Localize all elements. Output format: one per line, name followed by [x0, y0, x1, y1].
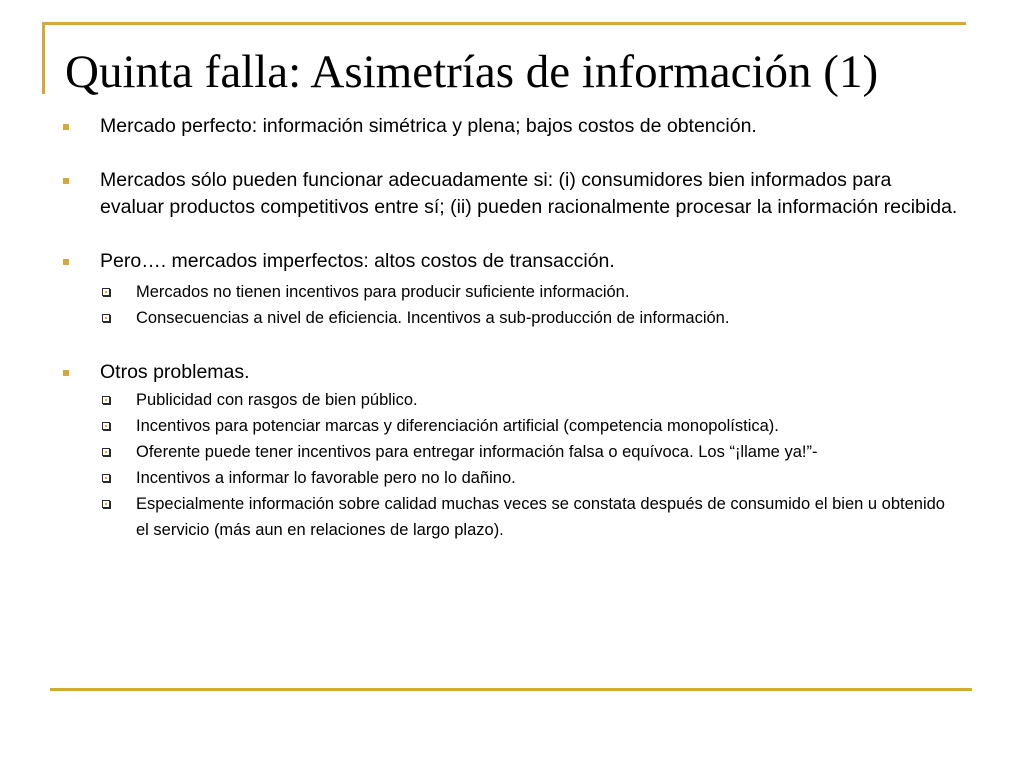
slide-title: Quinta falla: Asimetrías de información (1): [65, 46, 879, 98]
sub-bullet-text: Consecuencias a nivel de eficiencia. Incentivos a sub-producción de información.: [136, 309, 730, 327]
checkbox-bullet-icon: [102, 474, 110, 482]
checkbox-bullet-icon: [102, 448, 110, 456]
sub-bullet-text: Oferente puede tener incentivos para entregar información falsa o equívoca. Los “¡llame ya!”-: [136, 443, 818, 461]
bullet-item: [60, 113, 960, 140]
sub-bullet-item: [100, 491, 960, 543]
bottom-decorative-rule: [50, 688, 972, 691]
bullet-text: Mercado perfecto: información simétrica y plena; bajos costos de obtención.: [100, 115, 757, 137]
slide-body: [60, 110, 960, 543]
bullet-item: [60, 248, 960, 275]
bullet-text: Mercados sólo pueden funcionar adecuadamente si: (i) consumidores bien informados para evaluar productos competitivos entre sí; (ii) pueden racionalmente procesar la información recibida.: [100, 169, 958, 218]
sub-bullet-text: Especialmente información sobre calidad muchas veces se constata después de consumido el bien u obtenido el servicio (más aun en relaciones de largo plazo).: [136, 495, 945, 539]
sub-bullet-text: Incentivos para potenciar marcas y diferenciación artificial (competencia monopolística).: [136, 417, 779, 435]
left-decorative-rule: [42, 22, 45, 94]
bullet-text: Pero…. mercados imperfectos: altos costos de transacción.: [100, 250, 615, 272]
sub-bullet-text: Incentivos a informar lo favorable pero no lo dañino.: [136, 469, 516, 487]
sub-bullet-text: Publicidad con rasgos de bien público.: [136, 391, 418, 409]
bullet-item: [60, 167, 960, 221]
checkbox-bullet-icon: [102, 288, 110, 296]
sub-bullet-item: [100, 439, 960, 465]
bullet-text: Otros problemas.: [100, 361, 250, 383]
sub-bullet-item: [100, 387, 960, 413]
checkbox-bullet-icon: [102, 314, 110, 322]
sub-bullet-item: [100, 413, 960, 439]
checkbox-bullet-icon: [102, 422, 110, 430]
top-decorative-rule: [42, 22, 966, 25]
sub-bullet-item: [100, 305, 960, 331]
checkbox-bullet-icon: [102, 396, 110, 404]
square-bullet-icon: [63, 124, 69, 130]
square-bullet-icon: [63, 178, 69, 184]
square-bullet-icon: [63, 259, 69, 265]
sub-bullet-text: Mercados no tienen incentivos para producir suficiente información.: [136, 283, 630, 301]
sub-bullet-item: [100, 279, 960, 305]
sub-bullet-item: [100, 465, 960, 491]
bullet-item: [60, 359, 960, 386]
square-bullet-icon: [63, 370, 69, 376]
checkbox-bullet-icon: [102, 500, 110, 508]
